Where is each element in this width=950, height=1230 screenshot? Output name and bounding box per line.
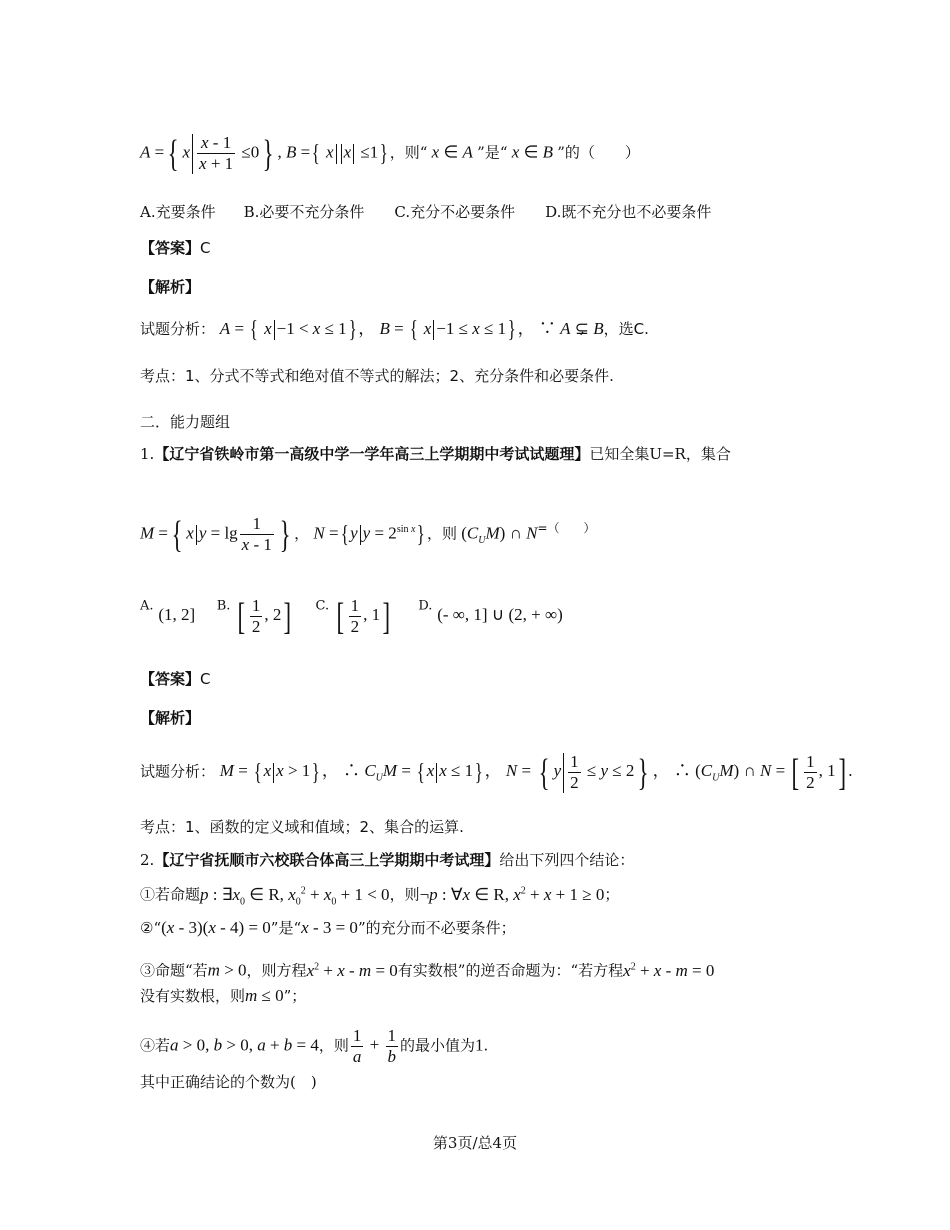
q1-analysis-label: 【解析】	[140, 709, 201, 727]
q1-option-a: A. (1, 2]	[140, 599, 196, 625]
section-title: 二．能力题组	[140, 413, 231, 431]
q1-stem: M ={ x y = lg $\frac{1}{x - 1}$ } ， N ={ y $y = 2^{sin x}$} ，则 $(C_UM)$ ∩ N=（ ）	[140, 513, 596, 556]
prev-analysis-label: 【解析】	[140, 278, 201, 296]
q2-header: 2.【辽宁省抚顺市六校联合体高三上学期期中考试理】给出下列四个结论：	[140, 851, 635, 869]
option-a: A.充要条件	[140, 203, 216, 221]
prev-question-stem: A ={ x $\frac{x - 1}{x + 1}$ ≤0} , B ={ x x ≤1} ，则“ x ∈ A ”是“ x ∈ B ”的（ ）	[140, 132, 640, 175]
q1-option-d: D. (- ∞, 1] ∪ (2, + ∞)	[418, 599, 563, 625]
page-footer: 第3页/总4页	[432, 1134, 518, 1152]
prev-answer: 【答案】C	[140, 239, 211, 257]
prev-analysis: 试题分析： A = { x −1 < x ≤ 1} ， B = { x −1 ≤ x ≤ 1} ， ∵ A ⊊ B，选C.	[140, 317, 649, 344]
q1-answer: 【答案】C	[140, 670, 211, 688]
q2-question: 其中正确结论的个数为( )	[140, 1073, 317, 1091]
option-c: C.充分不必要条件	[394, 203, 516, 221]
q1-header: 1.【辽宁省铁岭市第一高级中学一学年高三上学期期中考试试题理】已知全集U=R，集合	[140, 445, 731, 463]
q1-analysis: 试题分析： M = { x x > 1} ， ∴ $C_UM$ = { x x ≤ 1} ， N = { y $\frac{1}{2}$ ≤ y ≤ 2} ， ∴ $(C_UM)$ ∩ N = [ $\frac{1}{2}$ , 1] .	[140, 751, 853, 794]
prev-kaodian: 考点：1、分式不等式和绝对值不等式的解法；2、充分条件和必要条件.	[140, 367, 614, 385]
prev-options	[140, 201, 711, 223]
q2-conclusion-3: ③命题“若m > 0，则方程$x^2 + x - m = 0$有实数根”的逆否命题为：“若方程$x^2 + x - m = 0$	[140, 960, 715, 980]
q1-options	[140, 596, 563, 637]
q1-option-b: B. [ $\frac{1}{2}$ , 2]	[216, 595, 292, 638]
q2-conclusion-1: ①若命题p : $\exists x_0$ ∈ R, $x_0^2 + x_0 + 1 < 0$，则¬p : ∀x ∈ R, $x^2 + x + 1 \ge 0$；	[140, 884, 620, 908]
q1-kaodian: 考点：1、函数的定义域和值域；2、集合的运算.	[140, 818, 464, 836]
q2-conclusion-4: ④若a > 0, b > 0, a + b = 4，则 $\frac{1}{a}$ + $\frac{1}{b}$ 的最小值为1.	[140, 1026, 489, 1066]
option-d: D.既不充分也不必要条件	[545, 203, 712, 221]
q2-conclusion-2: ②“(x - 3)(x - 4) = 0”是“x - 3 = 0”的充分而不必要条件；	[140, 918, 516, 937]
q1-option-c: C. [ $\frac{1}{2}$ , 1]	[315, 595, 391, 638]
q2-conclusion-3-line2: 没有实数根，则m ≤ 0”；	[140, 986, 307, 1005]
option-b: B.必要不充分条件	[243, 203, 365, 221]
